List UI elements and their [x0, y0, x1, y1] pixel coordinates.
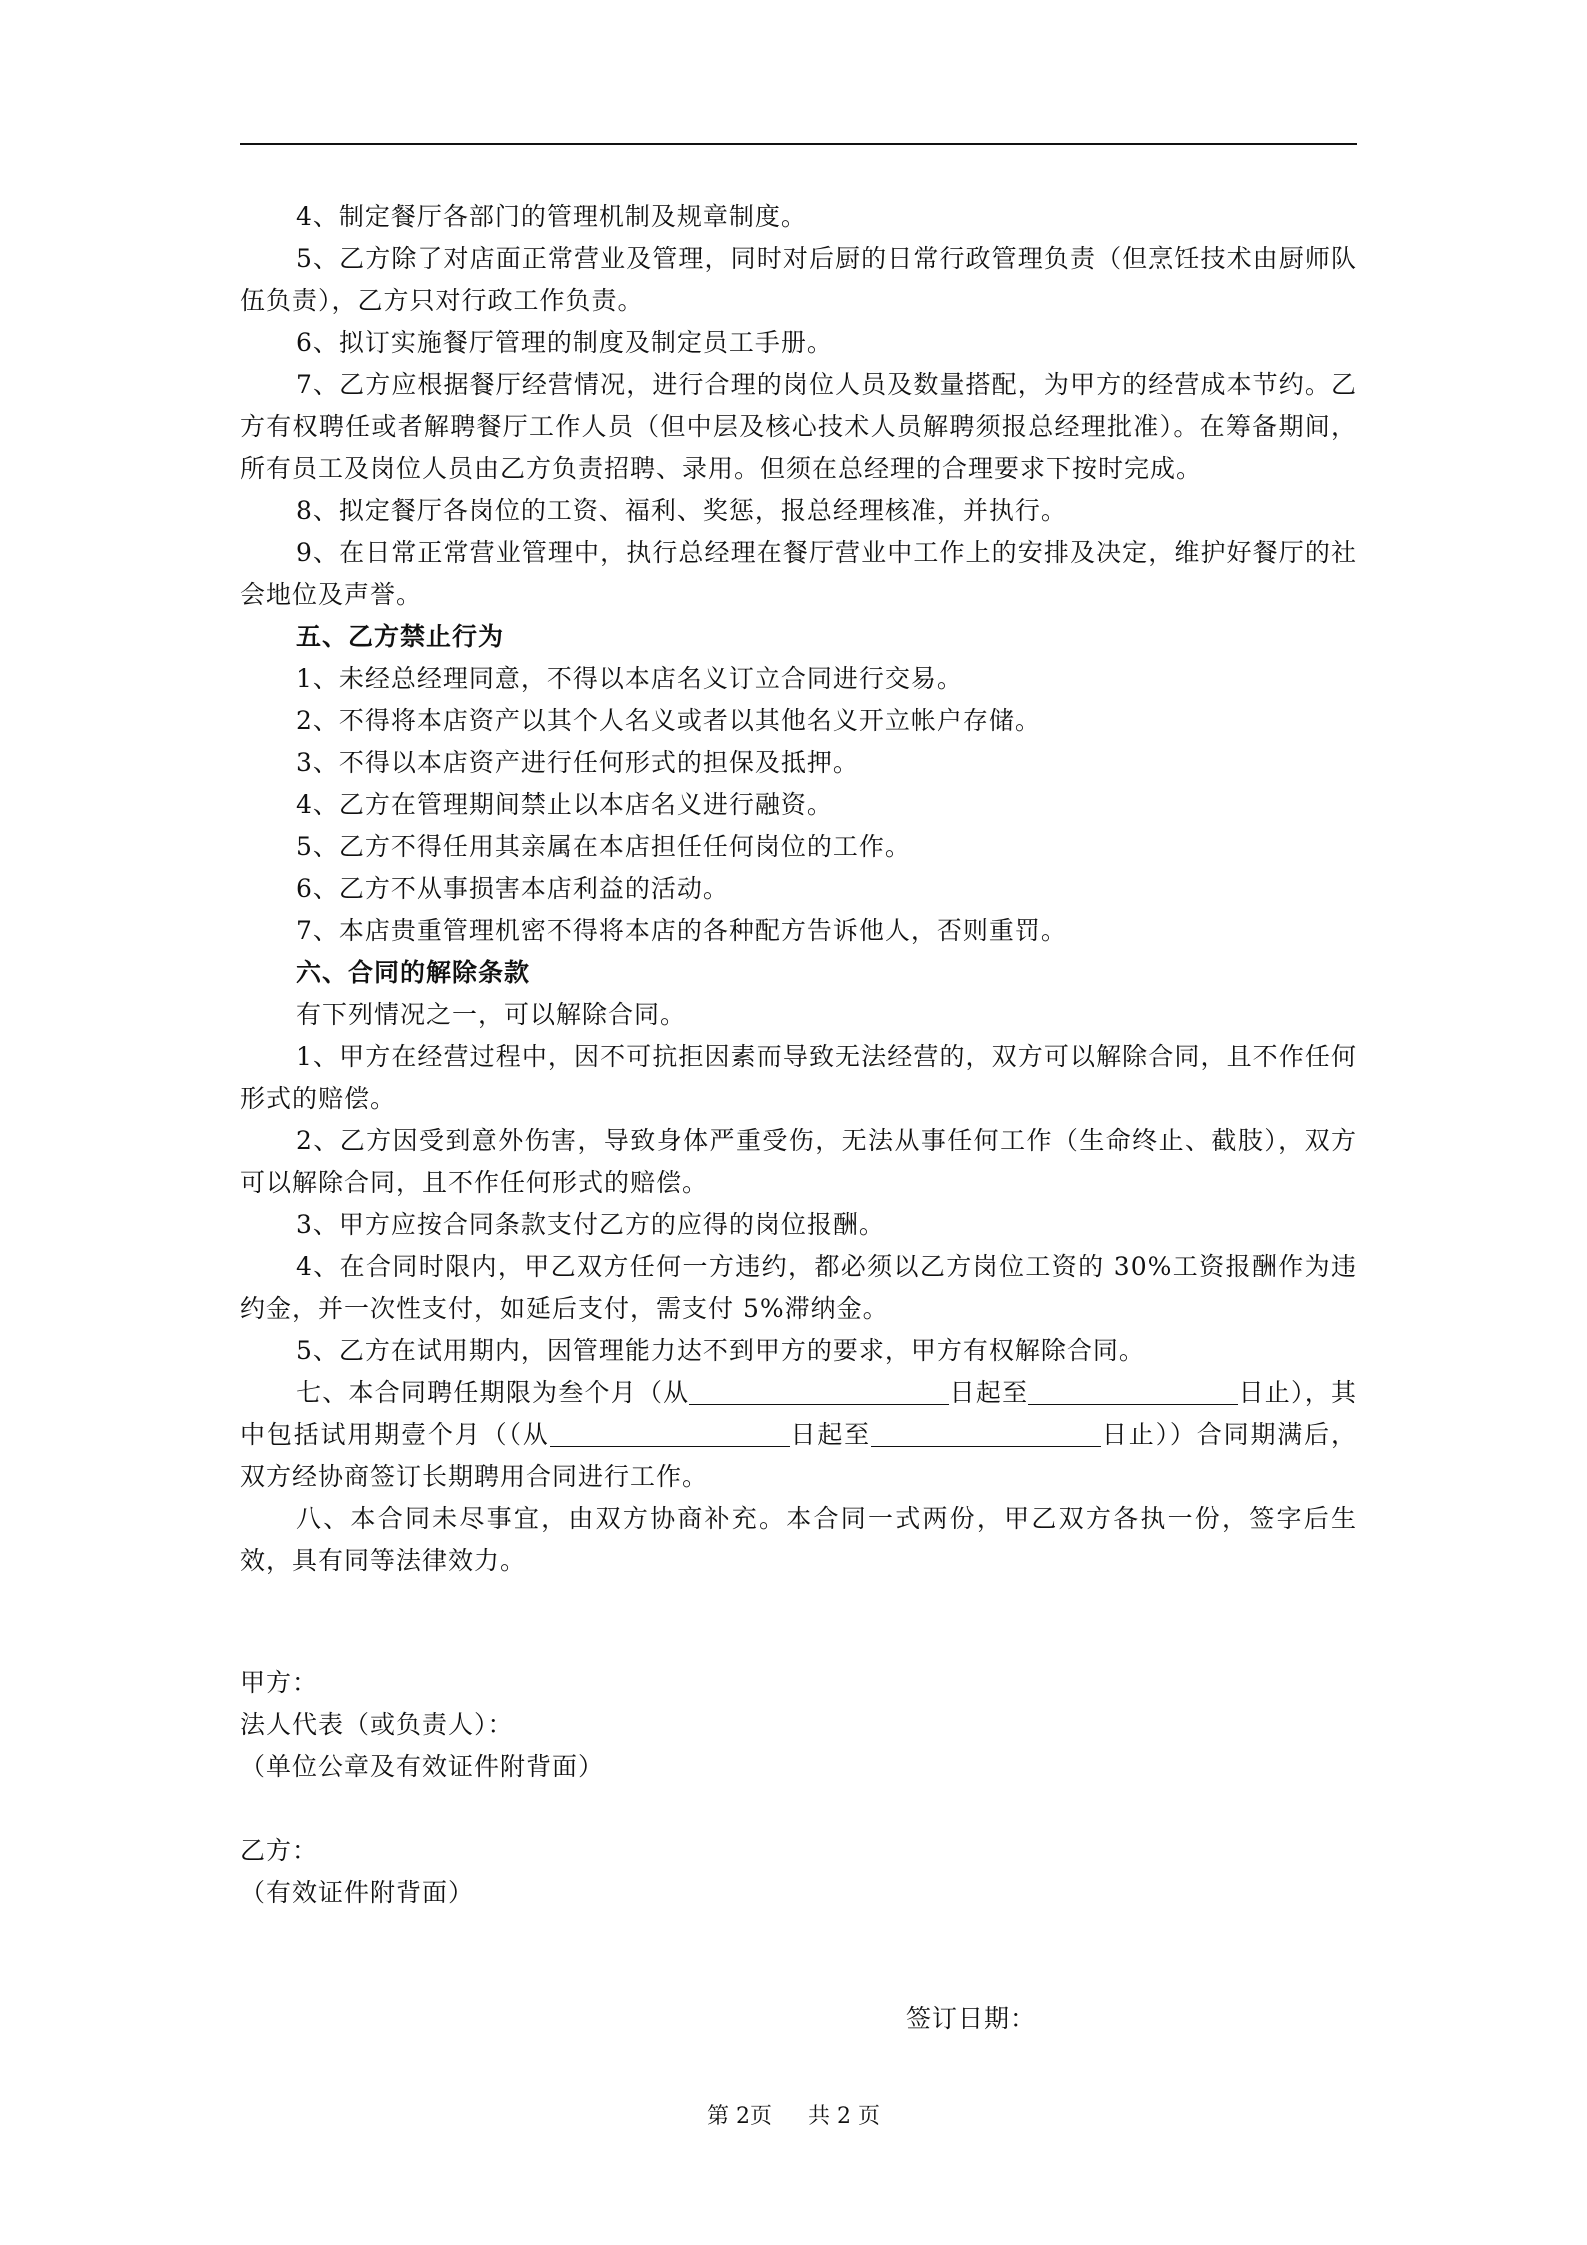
prohibited-3: 3、不得以本店资产进行任何形式的担保及抵押。 [296, 748, 859, 777]
sign-date-label: 签订日期： [906, 2004, 1037, 2033]
prohibited-1: 1、未经总经理同意，不得以本店名义订立合同进行交易。 [296, 664, 963, 693]
termination-4: 4、在合同时限内，甲乙双方任何一方违约，都必须以乙方岗位工资的 30%工资报酬作为违约金，并一次性支付，如延后支付，需支付 5%滞纳金。 [240, 1252, 1357, 1323]
section-heading-termination: 六、合同的解除条款 [296, 958, 531, 987]
contract-body [240, 196, 1357, 1582]
page-total: 共 2 页 [808, 2104, 880, 2129]
legal-rep-label: 法人代表（或负责人）： [240, 1710, 514, 1739]
termination-1: 1、甲方在经营过程中，因不可抗拒因素而导致无法经营的，双方可以解除合同，且不作任何形式的赔偿。 [240, 1042, 1357, 1113]
termination-intro: 有下列情况之一，可以解除合同。 [296, 1000, 687, 1029]
termination-5: 5、乙方在试用期内，因管理能力达不到甲方的要求，甲方有权解除合同。 [296, 1336, 1145, 1365]
clause-4: 4、制定餐厅各部门的管理机制及规章制度。 [296, 202, 807, 231]
clause-8: 8、拟定餐厅各岗位的工资、福利、奖惩，报总经理核准，并执行。 [296, 496, 1067, 525]
final-clause: 八、本合同未尽事宜，由双方协商补充。本合同一式两份，甲乙双方各执一份，签字后生效，具有同等法律效力。 [240, 1504, 1357, 1575]
term-text-e: 日止））合同期满后，双方经协商签订长期聘用合同进行工作。 [240, 1420, 1357, 1491]
party-b-label: 乙方： [240, 1836, 319, 1865]
clause-7: 7、乙方应根据餐厅经营情况，进行合理的岗位人员及数量搭配，为甲方的经营成本节约。乙方有权聘任或者解聘餐厅工作人员（但中层及核心技术人员解聘须报总经理批准）。在筹备期间，所有员工及岗位人员由乙方负责招聘、录用。但须在总经理的合理要求下按时完成。 [240, 370, 1357, 483]
start-date-blank[interactable] [689, 1374, 949, 1405]
prohibited-4: 4、乙方在管理期间禁止以本店名义进行融资。 [296, 790, 833, 819]
trial-start-date-blank[interactable] [550, 1416, 790, 1447]
page-footer [0, 2102, 1587, 2132]
party-a-label: 甲方： [240, 1668, 319, 1697]
id-note: （有效证件附背面） [240, 1878, 475, 1907]
termination-3: 3、甲方应按合同条款支付乙方的应得的岗位报酬。 [296, 1210, 885, 1239]
clause-9: 9、在日常正常营业管理中，执行总经理在餐厅营业中工作上的安排及决定，维护好餐厅的社会地位及声誉。 [240, 538, 1357, 609]
prohibited-5: 5、乙方不得任用其亲属在本店担任任何岗位的工作。 [296, 832, 911, 861]
end-date-blank[interactable] [1028, 1374, 1238, 1405]
unit-seal-note: （单位公章及有效证件附背面） [240, 1752, 605, 1781]
prohibited-2: 2、不得将本店资产以其个人名义或者以其他名义开立帐户存储。 [296, 706, 1041, 735]
term-text-b: 日起至 [949, 1378, 1029, 1407]
trial-end-date-blank[interactable] [871, 1416, 1101, 1447]
page-current: 第 2页 [707, 2104, 772, 2129]
term-text-a: 七、本合同聘任期限为叁个月（从 [296, 1378, 690, 1407]
term-clause [240, 1372, 1357, 1498]
clause-5: 5、乙方除了对店面正常营业及管理，同时对后厨的日常行政管理负责（但烹饪技术由厨师队伍负责），乙方只对行政工作负责。 [240, 244, 1357, 315]
prohibited-6: 6、乙方不从事损害本店利益的活动。 [296, 874, 729, 903]
clause-6: 6、拟订实施餐厅管理的制度及制定员工手册。 [296, 328, 833, 357]
section-heading-prohibited: 五、乙方禁止行为 [296, 622, 505, 651]
prohibited-7: 7、本店贵重管理机密不得将本店的各种配方告诉他人，否则重罚。 [296, 916, 1067, 945]
term-text-c: 日止），其中包括试用期壹个月（（从 [240, 1378, 1357, 1449]
term-text-d: 日起至 [789, 1420, 872, 1449]
header-rule [240, 143, 1357, 145]
termination-2: 2、乙方因受到意外伤害，导致身体严重受伤，无法从事任何工作（生命终止、截肢），双方可以解除合同，且不作任何形式的赔偿。 [240, 1126, 1357, 1197]
